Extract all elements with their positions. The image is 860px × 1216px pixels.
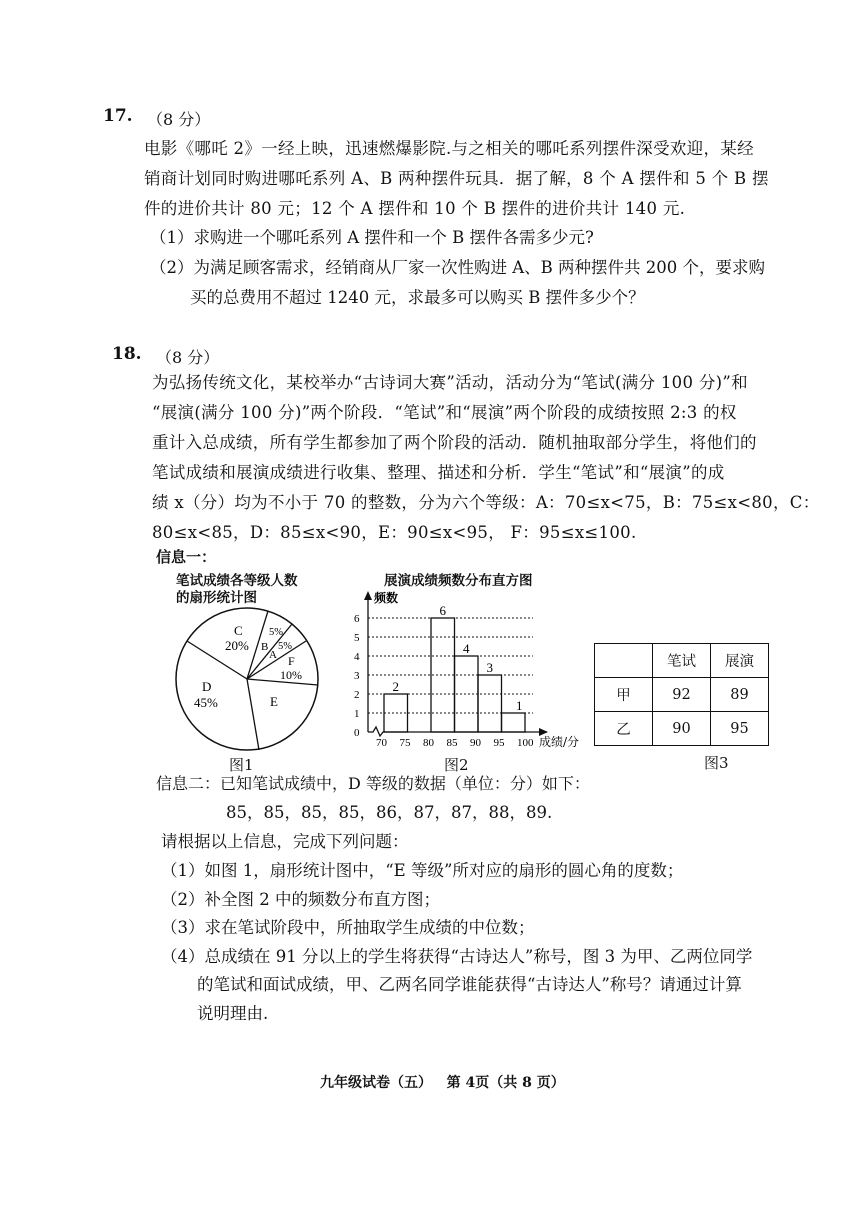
fig2-histogram: [340, 588, 592, 748]
pie-label-a-pct: 5%: [278, 641, 292, 652]
y-tick-label: 6: [354, 613, 360, 625]
x-tick-label: 80: [423, 737, 434, 748]
pie-label-a: A: [269, 649, 277, 661]
y-tick-label: 3: [354, 670, 360, 682]
table-row: [595, 712, 769, 746]
table-header-cell: [595, 644, 653, 678]
q18-number: 18.: [112, 344, 142, 364]
table-cell: 89: [711, 678, 769, 712]
bar-value-label: 3: [486, 660, 493, 675]
q18-line-4: 笔试成绩和展演成绩进行收集、整理、描述和分析．学生“笔试”和“展演”的成: [152, 463, 725, 482]
histogram-bar: [502, 713, 526, 732]
y-tick-label: 4: [354, 651, 360, 663]
q18-line-1: 为弘扬传统文化，某校举办“古诗词大赛”活动，活动分为“笔试(满分 100 分)”和: [152, 373, 748, 392]
fig3-score-table: [594, 643, 769, 746]
histogram-bar: [431, 618, 455, 732]
x-tick-label: 100: [517, 737, 534, 748]
fig1-title: [176, 573, 298, 607]
pie-divider-e-d: [247, 679, 259, 750]
pie-label-b: B: [261, 641, 269, 653]
table-header-row: [595, 644, 769, 678]
table-header-cell: 笔试: [653, 644, 711, 678]
q17-points: （8 分）: [147, 110, 211, 129]
fig2-caption: 图2: [444, 756, 469, 774]
table-row: [595, 678, 769, 712]
pie-label-f: F: [288, 654, 295, 668]
y-tick-label: 5: [354, 632, 360, 644]
q18-prompt: 请根据以上信息，完成下列问题：: [161, 832, 409, 851]
q18-sub4-line1: （4）总成绩在 91 分以上的学生将获得“古诗达人”称号，图 3 为甲、乙两位同学: [161, 947, 753, 966]
x-tick-label: 75: [399, 737, 411, 748]
fig3-caption: 图3: [704, 754, 729, 772]
info2-text: 信息二：已知笔试成绩中，D 等级的数据（单位：分）如下：: [156, 774, 590, 793]
bar-value-label: 6: [439, 603, 446, 618]
page-footer: 九年级试卷（五） 第 4页（共 8 页）: [320, 1075, 565, 1091]
q18-line-3: 重计入总成绩，所有学生都参加了两个阶段的活动．随机抽取部分学生，将他们的: [152, 433, 757, 452]
q17-line-1: 电影《哪吒 2》一经上映，迅速燃爆影院.与之相关的哪吒系列摆件深受欢迎，某经: [144, 139, 754, 158]
q17-sub2-line2: 买的总费用不超过 1240 元，求最多可以购买 B 摆件多少个？: [190, 288, 645, 307]
pie-label-e: E: [270, 694, 278, 709]
q18-sub1: （1）如图 1，扇形统计图中，“E 等级”所对应的扇形的圆心角的度数；: [161, 861, 684, 880]
q18-sub4-line3: 说明理由.: [197, 1004, 269, 1023]
x-tick-label: 85: [446, 737, 458, 748]
q18-sub3: （3）求在笔试阶段中，所抽取学生成绩的中位数；: [161, 918, 535, 937]
table-cell: 甲: [595, 678, 653, 712]
info1-label: 信息一：: [156, 548, 217, 566]
pie-label-c-pct: 20%: [225, 638, 249, 653]
table-cell: 92: [653, 678, 711, 712]
fig1-title-line1: 笔试成绩各等级人数: [176, 573, 298, 589]
q18-sub2: （2）补全图 2 中的频数分布直方图；: [161, 890, 440, 909]
bar-value-label: 2: [392, 679, 399, 694]
pie-label-b-pct: 5%: [269, 627, 283, 638]
y-tick-label: 1: [354, 708, 360, 720]
q17-line-2: 销商计划同时购进哪吒系列 A、B 两种摆件玩具．据了解，8 个 A 摆件和 5 个 B 摆: [144, 169, 769, 188]
fig1-caption: 图1: [229, 756, 254, 774]
table-cell: 乙: [595, 712, 653, 746]
histogram-bar: [384, 694, 408, 732]
fig1-pie-chart: [168, 605, 328, 755]
q18-line-5: 绩 x（分）均为不小于 70 的整数，分为六个等级：A：70≤x<75，B：75≤x<80，C：: [152, 493, 820, 512]
x-axis-label: 成绩/分: [539, 735, 580, 748]
pie-label-d-pct: 45%: [194, 695, 218, 710]
histogram-bar: [478, 675, 502, 732]
histogram-bar: [455, 656, 479, 732]
table-cell: 95: [711, 712, 769, 746]
y-axis-label: 频数: [374, 591, 399, 605]
pie-label-f-pct: 10%: [280, 668, 302, 682]
bar-value-label: 4: [463, 641, 470, 656]
fig1-title-line2: 的扇形统计图: [176, 590, 257, 606]
q17-body: [144, 134, 769, 224]
x-tick-label: 95: [493, 737, 505, 748]
q17-sub1: （1）求购进一个哪吒系列 A 摆件和一个 B 摆件各需多少元?: [150, 228, 594, 247]
fig2-title: 展演成绩频数分布直方图: [384, 573, 533, 589]
table-header-cell: 展演: [711, 644, 769, 678]
y-axis-arrow-icon: [364, 591, 372, 600]
bar-value-label: 1: [516, 698, 523, 713]
q18-sub4-line2: 的笔试和面试成绩，甲、乙两名同学谁能获得“古诗达人”称号？请通过计算: [197, 975, 742, 994]
pie-label-c: C: [234, 623, 243, 638]
q18-line-2: “展演(满分 100 分)”两个阶段．“笔试”和“展演”两个阶段的成绩按照 2:3 的权: [152, 403, 737, 422]
y-tick-label: 0: [354, 727, 360, 739]
q17-sub2-line1: （2）为满足顾客需求，经销商从厂家一次性购进 A、B 两种摆件共 200 个，要求购: [150, 258, 766, 277]
x-tick-label: 90: [470, 737, 481, 748]
q18-points: （8 分）: [156, 348, 220, 367]
q18-body: [152, 368, 820, 548]
y-tick-label: 2: [354, 689, 360, 701]
q17-number: 17.: [103, 106, 133, 126]
x-tick-label: 70: [376, 737, 387, 748]
d-grade-data: 85，85，85，85，86，87，87，88，89.: [226, 803, 553, 822]
q18-line-6: 80≤x<85，D：85≤x<90，E：90≤x<95， F：95≤x≤100.: [152, 523, 637, 542]
q17-line-3: 件的进价共计 80 元；12 个 A 摆件和 10 个 B 摆件的进价共计 140 元.: [144, 199, 686, 218]
pie-label-d: D: [202, 679, 212, 694]
table-cell: 90: [653, 712, 711, 746]
